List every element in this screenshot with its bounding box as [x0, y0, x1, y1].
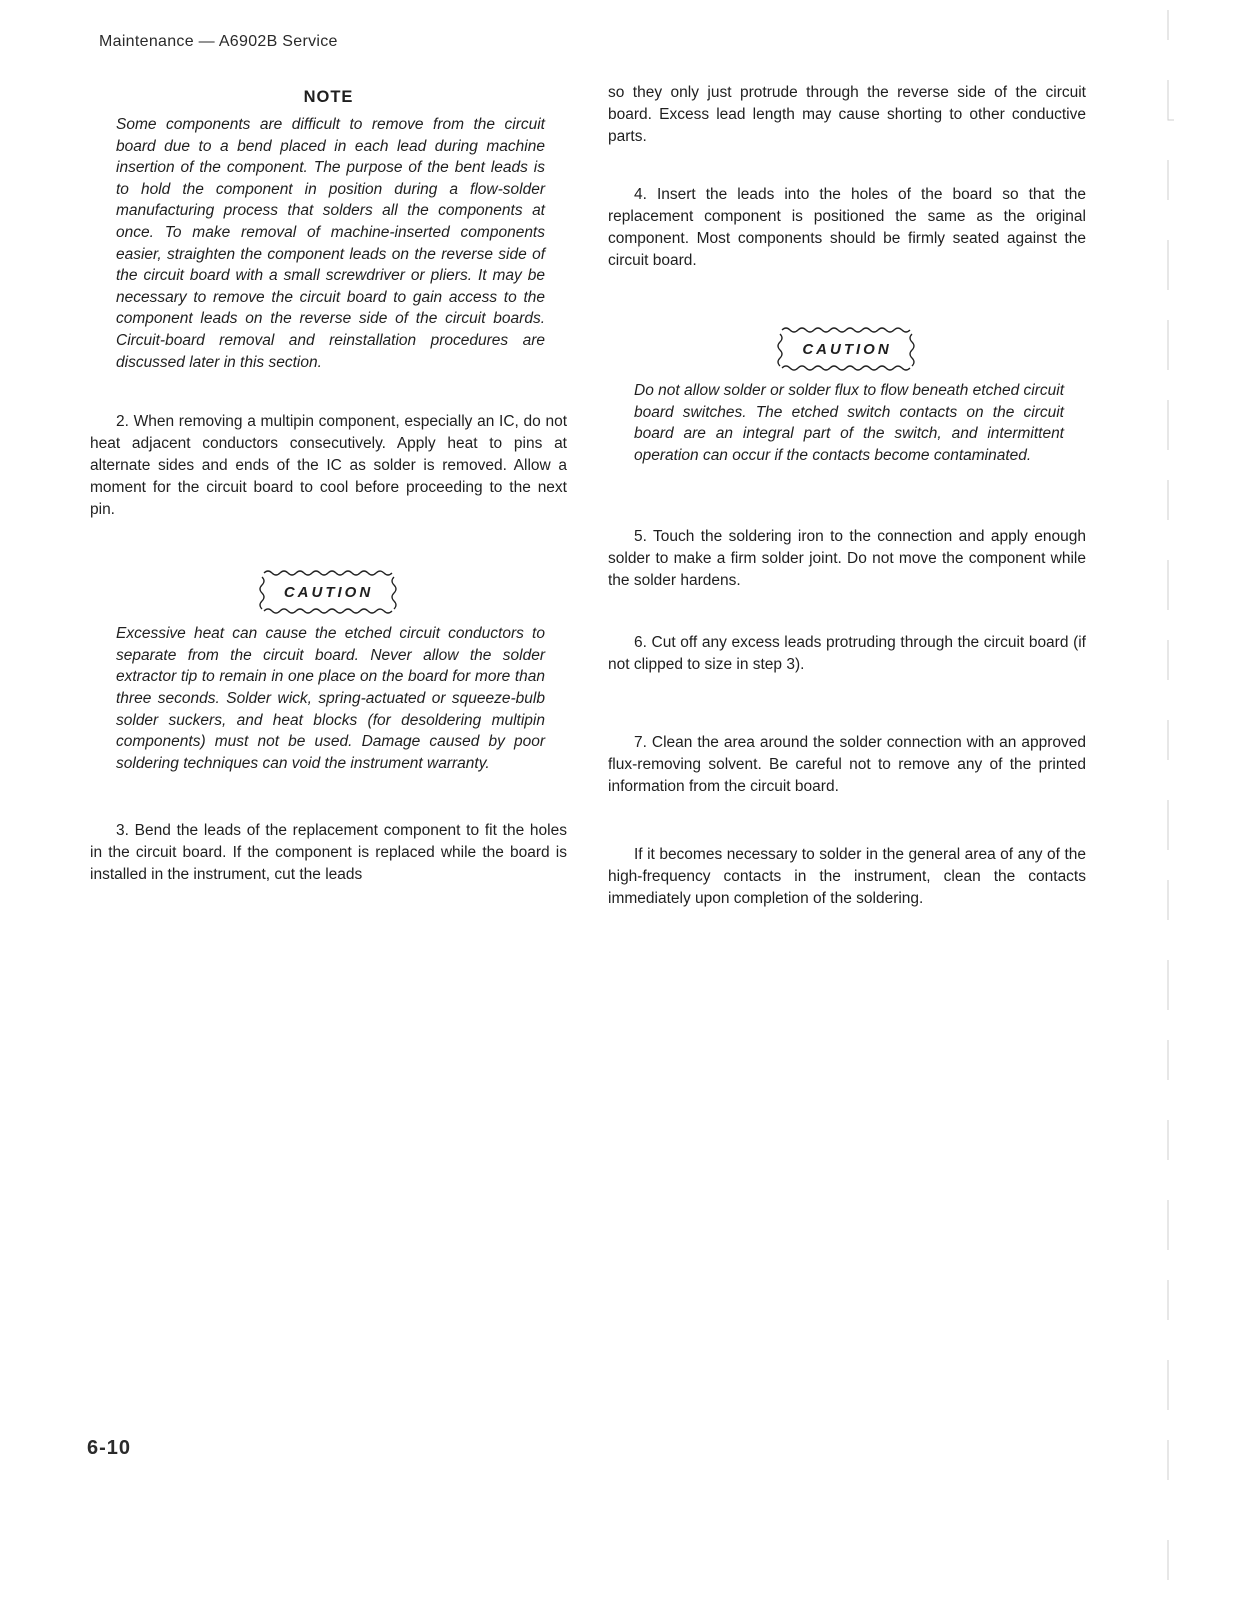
caution-block-left: [90, 567, 567, 774]
caution-badge: [772, 324, 922, 374]
caution-label: CAUTION: [802, 341, 892, 358]
note-block: [90, 86, 567, 373]
note-text: Some components are difficult to remove from the circuit board due to a bend placed in each lead during machine insertion of the component. The purpose of the bent leads is to hold the component in position during a flow-solder manufacturing process that solders all the components at once. To make removal of machine-inserted components easier, straighten the component leads on the reverse side of the circuit board with a small screwdriver or pliers. It may be necessary to remove the circuit board to gain access to the component leads on the reverse side of the circuit boards. Circuit-board removal and reinstallation procedures are discussed later in this section.: [116, 116, 545, 371]
caution-text: Excessive heat can cause the etched circuit conductors to separate from the circuit board. Never allow the solder extractor tip to remain in one place on the board for more than three seconds. Solder wick, spring-actuated or squeeze-bulb solder suckers, and heat blocks (for desoldering multipin components) must not be used. Damage caused by poor soldering techniques can void the instrument warranty.: [116, 625, 545, 772]
step-3-paragraph: 3. Bend the leads of the replacement component to fit the holes in the circuit board. If the component is replaced while the board is installed in the instrument, cut the leads: [90, 822, 567, 884]
caution-block-right: [608, 324, 1086, 466]
step-7-paragraph: 7. Clean the area around the solder connection with an approved flux-removing solvent. Be careful not to remove any of the printed information from the circuit board.: [608, 734, 1086, 796]
binding-marks-icon: [1160, 0, 1200, 1600]
step-5-paragraph: 5. Touch the soldering iron to the connection and apply enough solder to make a firm solder joint. Do not move the component while the solder hardens.: [608, 528, 1086, 590]
note-title: NOTE: [303, 88, 354, 106]
page-number: 6-10: [87, 1437, 132, 1459]
left-column: [90, 86, 567, 886]
caution-label: CAUTION: [283, 584, 374, 602]
right-column: [608, 82, 1086, 910]
caution-text: Do not allow solder or solder flux to flow beneath etched circuit board switches. The etched switch contacts on the circuit board are an integral part of the switch, and intermittent operation can occur if the contacts become contaminated.: [634, 382, 1064, 464]
step-6-paragraph: 6. Cut off any excess leads protruding through the circuit board (if not clipped to size in step 3).: [608, 634, 1086, 674]
step-2-paragraph: 2. When removing a multipin component, especially an IC, do not heat adjacent conductors consecutively. Apply heat to pins at alternate sides and ends of the IC as solder is removed. Allow a moment for the circuit board to cool before proceeding to the next pin.: [90, 413, 567, 519]
final-paragraph: If it becomes necessary to solder in the general area of any of the high-frequency contacts in the instrument, clean the contacts immediately upon completion of the soldering.: [608, 846, 1086, 908]
step-3-continued-paragraph: so they only just protrude through the reverse side of the circuit board. Excess lead length may cause shorting to other conductive parts.: [608, 84, 1086, 145]
caution-badge: [254, 567, 404, 617]
step-4-paragraph: 4. Insert the leads into the holes of the board so that the replacement component is positioned the same as the original component. Most components should be firmly seated against the circuit board.: [608, 186, 1086, 269]
running-header: Maintenance — A6902B Service: [99, 33, 338, 50]
